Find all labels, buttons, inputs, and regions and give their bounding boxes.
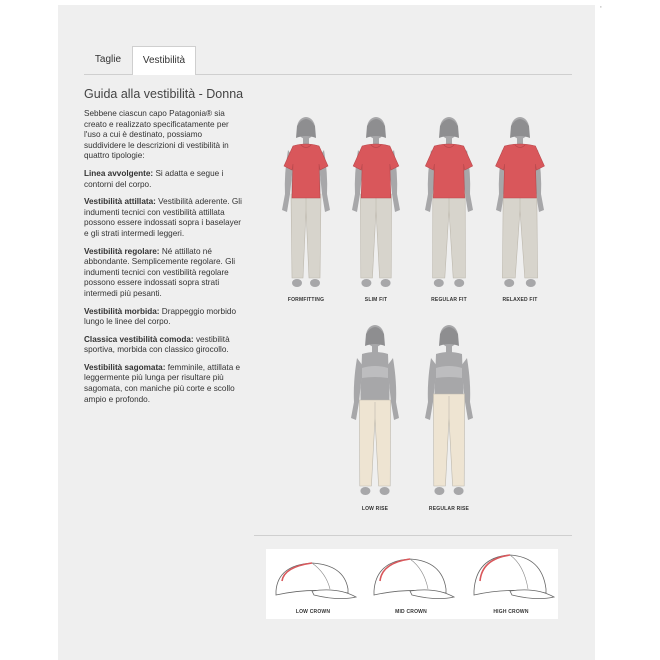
figure-foot-left [434, 279, 444, 287]
figure-foot-left [292, 279, 302, 287]
crown-label: MID CROWN [395, 609, 427, 615]
figure-foot-right [380, 487, 390, 495]
fit-description [84, 247, 242, 300]
fit-desc: Si adatta e segue i contorni del corpo. [84, 168, 224, 189]
crown-label: LOW CROWN [295, 609, 331, 615]
fit-term: Vestibilità regolare: [84, 246, 160, 256]
cap-brim [410, 590, 454, 599]
guide-title: Guida alla vestibilità - Donna [84, 87, 244, 101]
rise-figure-regular [419, 322, 479, 500]
cap-brim [510, 590, 554, 599]
fit-description [84, 169, 242, 190]
fit-term: Vestibilità attillata: [84, 197, 156, 207]
figure-foot-left [360, 487, 370, 495]
fit-figure-regular [419, 114, 479, 292]
fit-term: Vestibilità sagomata: [84, 362, 166, 372]
fit-label: SLIM FIT [364, 297, 388, 303]
fit-desc: Vestibilità aderente. Gli indumenti tecnici con vestibilità attillata possono essere indossati sopra i baselayer e gli strati intermedi leggeri. [84, 197, 242, 238]
fit-figure-formfitting [276, 114, 336, 292]
figure-foot-left [504, 279, 514, 287]
corner-mark: , [599, 0, 602, 9]
crown-label: HIGH CROWN [493, 609, 529, 615]
cap-brim [312, 590, 356, 599]
guide-text [84, 109, 242, 412]
figure-foot-right [381, 279, 391, 287]
cap-low-crown-icon [268, 551, 358, 603]
figure-foot-right [454, 279, 464, 287]
fit-term: Classica vestibilità comoda: [84, 334, 194, 344]
figure-neck [372, 345, 378, 353]
tab-bar [84, 46, 572, 75]
fit-desc: femminile, attillata e leggermente più lunga per risultare più sagomata, con maniche più corte e scollo ampio e profondo. [84, 362, 241, 404]
figure-foot-right [454, 487, 464, 495]
tab-fit[interactable]: Vestibilità [132, 46, 196, 75]
figure-foot-right [526, 279, 536, 287]
cap-crown [276, 563, 348, 595]
fit-description [84, 197, 242, 239]
cap-crown [374, 559, 446, 595]
section-divider [254, 535, 572, 536]
fit-figure-relaxed [490, 114, 550, 292]
figure-foot-left [434, 487, 444, 495]
fit-label: FORMFITTING [287, 297, 325, 303]
figure-foot-right [310, 279, 320, 287]
guide-intro: Sebbene ciascun capo Patagonia® sia creato e realizzato specificatamente per l'uso a cui è destinato, possiamo suddividere le descrizioni di vestibilità in quattro tipologie: [84, 109, 229, 161]
fit-label: RELAXED FIT [502, 297, 538, 303]
tab-sizes[interactable]: Taglie [94, 54, 122, 65]
figure-torso [361, 352, 390, 408]
cap-high-crown-icon [466, 551, 556, 603]
cap-crown [474, 555, 546, 595]
fit-description [84, 335, 242, 356]
fit-desc: Drappeggio morbido lungo le linee del corpo. [84, 306, 236, 327]
cap-mid-crown-icon [366, 551, 456, 603]
fit-desc: Né attillato né abbondante. Semplicemente regolare. Gli indumenti tecnici con vestibilità regolare possono essere indossati sopra strati intermedi più pesanti. [84, 246, 236, 298]
figure-neck [446, 345, 452, 353]
rise-label: LOW RISE [361, 506, 389, 512]
crown-guide [266, 549, 558, 619]
fit-label: REGULAR FIT [431, 297, 467, 303]
figure-top [436, 366, 462, 378]
fit-term: Linea avvolgente: [84, 168, 154, 178]
fit-figure-slim [346, 114, 406, 292]
fit-description [84, 307, 242, 328]
rise-figure-low [345, 322, 405, 500]
fit-description [84, 363, 242, 405]
rise-label: REGULAR RISE [428, 506, 470, 512]
fit-term: Vestibilità morbida: [84, 306, 160, 316]
figure-foot-left [361, 279, 371, 287]
figure-top [362, 366, 388, 378]
fit-desc: vestibilità sportiva, morbida con classico girocollo. [84, 334, 230, 355]
